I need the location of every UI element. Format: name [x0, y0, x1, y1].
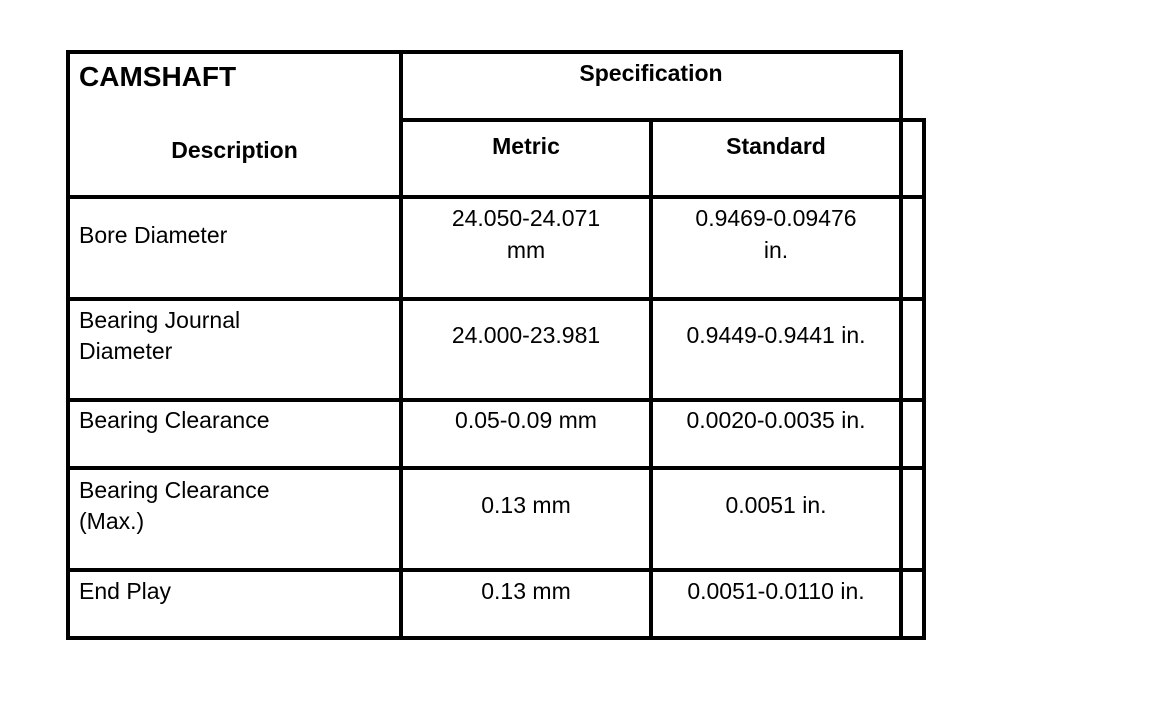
standard-right-border: [899, 50, 903, 640]
row-1-metric-line-2: mm: [506, 237, 546, 263]
row-3-standard: 0.0020-0.0035 in.: [686, 407, 866, 433]
table-border-top: [66, 50, 903, 54]
row-4-standard: 0.0051 in.: [725, 492, 827, 518]
row-4-description-line-2: (Max.): [79, 508, 145, 534]
header-bottom-rule: [66, 195, 926, 199]
row-5-description: End Play: [79, 578, 172, 604]
row-rule-4: [66, 568, 926, 572]
row-3-description: Bearing Clearance: [79, 407, 270, 433]
row-3-metric: 0.05-0.09 mm: [455, 407, 597, 433]
row-4-metric: 0.13 mm: [481, 492, 571, 518]
row-4-description-line-1: Bearing Clearance: [79, 477, 270, 503]
specification-header: Specification: [579, 60, 723, 86]
row-rule-3: [66, 466, 926, 470]
standard-header: Standard: [726, 133, 826, 159]
row-rule-1: [66, 297, 926, 301]
row-5-standard: 0.0051-0.0110 in.: [687, 578, 865, 604]
row-2-description-line-1: Bearing Journal: [79, 307, 241, 333]
row-1-standard-line-1: 0.9469-0.09476: [695, 205, 857, 231]
row-2-metric: 24.000-23.981: [451, 322, 601, 348]
row-rule-2: [66, 398, 926, 402]
row-1-description: Bore Diameter: [79, 222, 228, 248]
metric-header: Metric: [492, 133, 560, 159]
row-2-standard: 0.9449-0.9441 in.: [686, 322, 866, 348]
table-border-bottom: [66, 636, 926, 640]
table-title: CAMSHAFT: [79, 61, 237, 92]
spec-header-divider: [399, 118, 926, 122]
table-border-right: [922, 118, 926, 640]
metric-standard-divider: [649, 118, 653, 640]
row-2-description-line-2: Diameter: [79, 338, 173, 364]
row-1-standard-line-2: in.: [763, 237, 789, 263]
row-5-metric: 0.13 mm: [481, 578, 571, 604]
description-header: Description: [171, 137, 298, 163]
row-1-metric-line-1: 24.050-24.071: [451, 205, 601, 231]
